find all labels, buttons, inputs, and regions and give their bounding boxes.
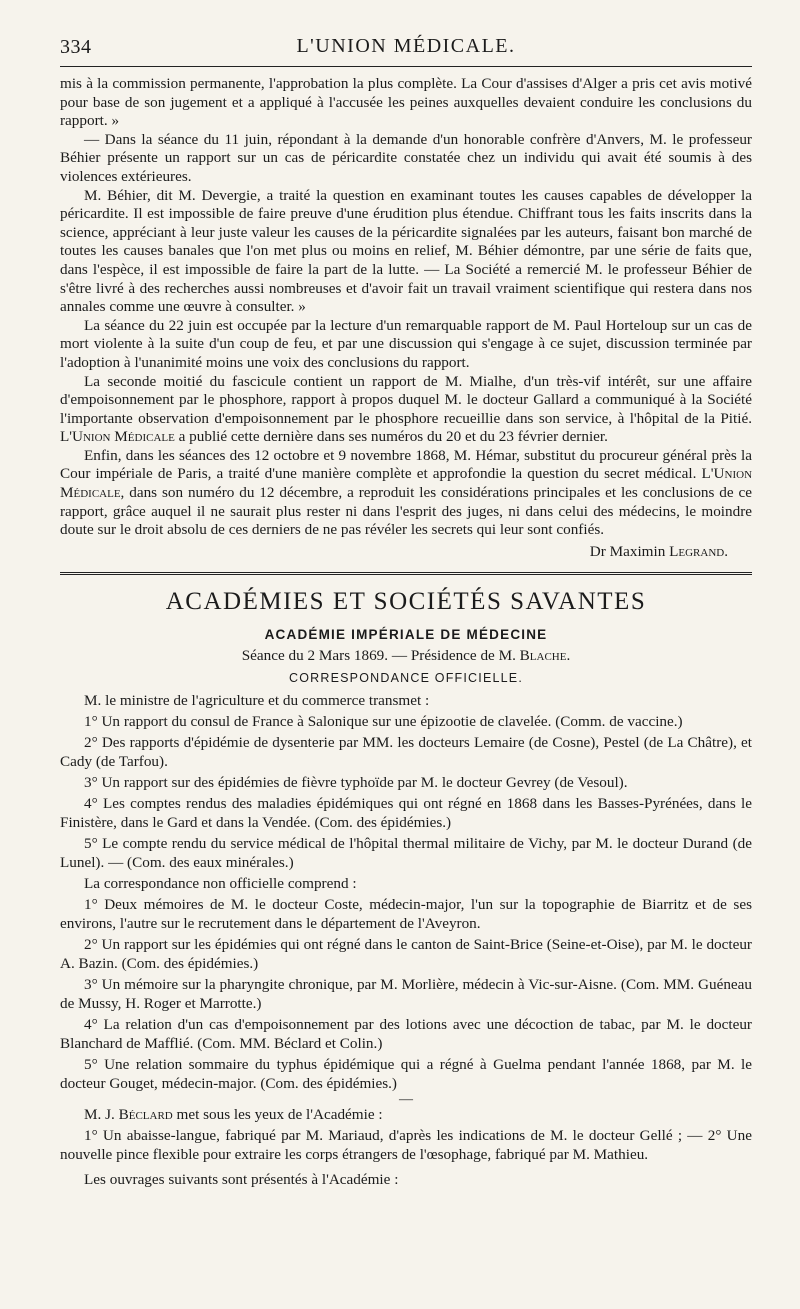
signature: [60, 542, 752, 562]
session-line: [60, 645, 752, 667]
list-item: 5° Une relation sommaire du typhus épidémique qui a régné à Guelma pendant l'année 1868, par M. le docteur Gouget, médecin-major. (Com. des épidémies.): [60, 1055, 752, 1092]
beclard-item: 1° Un abaisse-langue, fabriqué par M. Mariaud, d'après les indications de M. le docteur Gellé ; — 2° Une nouvelle pince flexible pour extraire les corps étrangers de l'œsophage, fabriqué par M. Mathieu.: [60, 1126, 752, 1163]
paragraph-5-text-b: a publié cette dernière dans ses numéros du 20 et du 23 février dernier.: [178, 428, 608, 446]
journal-name: L'Union Médicale,: [60, 465, 753, 502]
separator-dash: —: [399, 1091, 413, 1107]
paragraph-6: [60, 447, 752, 540]
paragraph-4: La séance du 22 juin est occupée par la lecture d'un remarquable rapport de M. Paul Horteloup sur un cas de mort violente à la suite d'un coup de feu, et par une discussion qui s'engage à ce sujet, discussion terminée par l'adoption à l'unanimité moins une voix des conclusions du rapport.: [60, 316, 752, 371]
paragraph-3: M. Béhier, dit M. Devergie, a traité la question en examinant toutes les causes capables de développer la péricardite. Il est impossible de faire preuve d'une érudition plus étendue. Chiffrant tous les faits inscrits dans la science, appréciant à leur juste valeur les causes de la péricardite signalées par les auteurs, faisant bon marché de toutes les causes banales que l'on met plus ou moins en relief, M. Béhier démontre, par une série de faits que, dans l'espèce, il est impossible de faire la part de la lutte. — La Société a remercié M. le professeur Béhier de s'être livré à des recherches aussi nombreuses et d'avoir fait un travail vraiment scientifique qui restera dans nos annales comme une œuvre à consulter. »: [60, 186, 752, 316]
signature-name: Maximin: [609, 542, 666, 560]
list-item: 2° Un rapport sur les épidémies qui ont régné dans le canton de Saint-Brice (Seine-et-Oise), par M. le docteur A. Bazin. (Com. des épidémies.): [60, 935, 752, 972]
beclard-suffix: met sous les yeux de l'Académie :: [176, 1105, 383, 1123]
beclard-prefix: M. J.: [84, 1105, 115, 1123]
session-text: Séance du 2 Mars 1869. — Présidence de M.: [241, 646, 516, 664]
academies-section: [60, 587, 752, 1189]
list-item: 2° Des rapports d'épidémie de dysenterie par MM. les docteurs Lemaire (de Cosne), Pestel (de La Châtre), et Cady (de Tarfou).: [60, 733, 752, 770]
running-title: L'UNION MÉDICALE.: [296, 35, 516, 57]
works-intro: Les ouvrages suivants sont présentés à l'Académie :: [84, 1170, 399, 1188]
list-item: 1° Un rapport du consul de France à Salonique sur une épizootie de clavelée. (Comm. de vaccine.): [84, 712, 683, 730]
list-item: 4° Les comptes rendus des maladies épidémiques qui ont régné en 1868 dans les Basses-Pyrénées, dans le Finistère, dans le Gard et dans la Vendée. (Com. des épidémies.): [60, 794, 752, 831]
header-rule: [60, 66, 752, 67]
paragraph-5: [60, 373, 752, 447]
page-number: 334: [60, 36, 92, 58]
list-item: 4° La relation d'un cas d'empoisonnement par des lotions avec une décoction de tabac, par M. le docteur Blanchard de Mafflié. (Com. MM. Béclard et Colin.): [60, 1015, 752, 1052]
paragraph-2: — Dans la séance du 11 juin, répondant à la demande d'un honorable confrère d'Anvers, M. le professeur Béhier présente un rapport sur un cas de péricardite constatée chez un individu qui avait été soumis à des violences extérieures.: [60, 130, 752, 185]
article-body: [60, 75, 752, 562]
signature-surname: Legrand.: [669, 542, 728, 560]
section-title: ACADÉMIES ET SOCIÉTÉS SAVANTES: [165, 587, 647, 615]
beclard-name: Béclard: [118, 1105, 173, 1123]
section-rule: [60, 572, 752, 575]
paragraph-1: mis à la commission permanente, l'approbation la plus complète. La Cour d'assises d'Alger a pris cet avis motivé pour base de son jugement et a appliqué à l'accusée les peines auxquelles devaient conduire les conclusions du rapport. »: [60, 75, 752, 130]
list-item: 5° Le compte rendu du service médical de l'hôpital thermal militaire de Vichy, par M. le docteur Durand (de Lunel). — (Com. des eaux minérales.): [60, 834, 752, 871]
list-item: 3° Un mémoire sur la pharyngite chronique, par M. Morlière, médecin à Vic-sur-Aisne. (Com. MM. Guéneau de Mussy, H. Roger et Marrotte.): [60, 975, 752, 1012]
session-president: Blache.: [519, 646, 571, 664]
correspondance-title: CORRESPONDANCE OFFICIELLE.: [288, 670, 523, 685]
page-header: [60, 0, 752, 58]
list-item: 3° Un rapport sur des épidémies de fièvre typhoïde par M. le docteur Gevrey (de Vesoul).: [84, 773, 628, 791]
academy-title: ACADÉMIE IMPÉRIALE DE MÉDECINE: [264, 626, 548, 642]
beclard-intro: [60, 1105, 752, 1124]
unofficial-intro: La correspondance non officielle comprend :: [84, 874, 357, 892]
paragraph-6-text-a: Enfin, dans les séances des 12 octobre et 9 novembre 1868, M. Hémar, substitut du procureur général près la Cour impériale de Paris, a traité d'une manière complète et approfondie la question du secret médical.: [60, 446, 752, 483]
ministry-intro: M. le ministre de l'agriculture et du commerce transmet :: [84, 691, 430, 709]
paragraph-5-text-a: La seconde moitié du fascicule contient un rapport de M. Mialhe, d'un très-vif intérêt, sur une affaire d'empoisonnement par le phosphore, rapport à propos duquel M. le docteur Gallard a communiqué à la Société l'importante observation d'empoisonnement par le phosphore recueillie dans son service, à l'hôpital de la Pitié.: [60, 372, 752, 427]
journal-name: L'Union Médicale: [60, 428, 175, 446]
paragraph-6-text-b: dans son numéro du 12 décembre, a reproduit les considérations principales et les conclusions de ce rapport, grâce auquel il ne saurait plus rester ni dans l'esprit des juges, ni dans celui des médecins, le moindre doute sur le droit absolu de ces derniers de ne pas révéler les secrets qui leur sont confiés.: [60, 484, 753, 539]
list-item: 1° Deux mémoires de M. le docteur Coste, médecin-major, l'un sur la topographie de Biarritz et de ses environs, l'autre sur le recrutement dans le département de l'Aveyron.: [60, 895, 752, 932]
signature-title: Dr: [589, 542, 606, 560]
